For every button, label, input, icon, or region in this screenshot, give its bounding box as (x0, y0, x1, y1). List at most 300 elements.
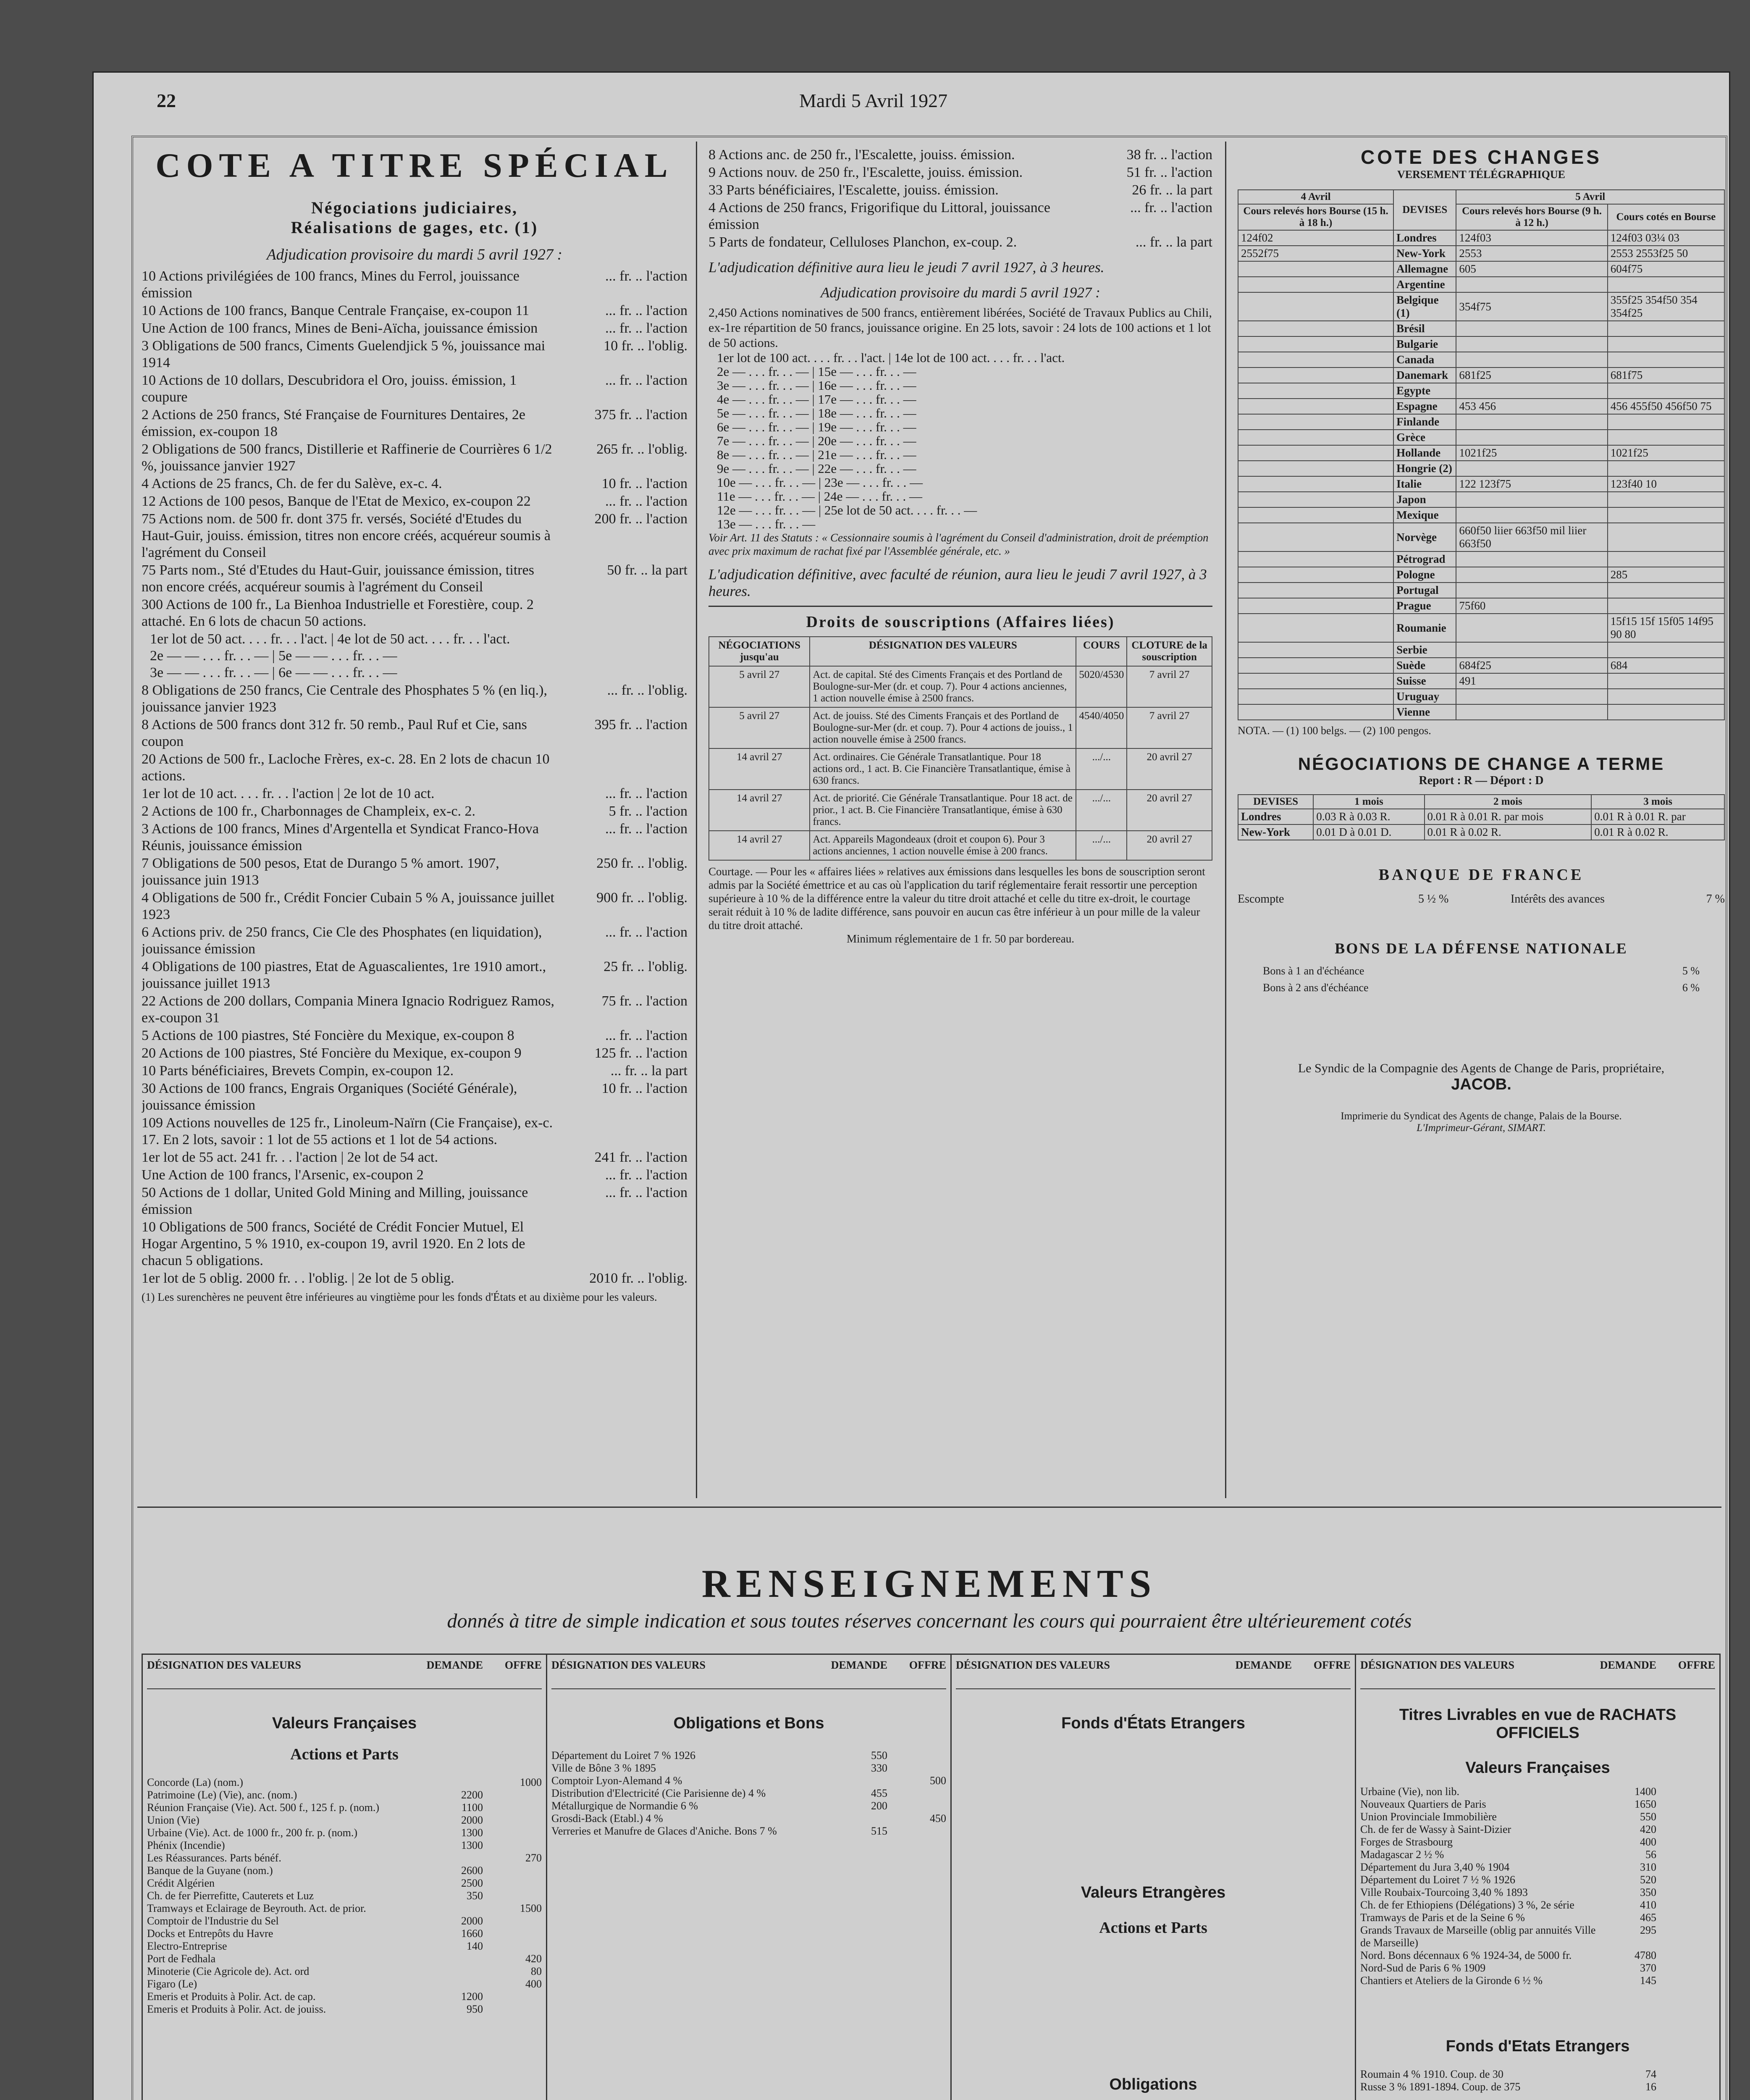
cote-entry (142, 511, 687, 561)
lot-line: 10e — . . . fr. . . — | 23e — . . . fr. . . — (717, 475, 923, 490)
changes-cell: 354f75 (1456, 292, 1607, 321)
cote-entry (708, 182, 1212, 199)
changes-row (1238, 492, 1724, 507)
lot-line: 7e — . . . fr. . . — | 20e — . . . fr. . . — (717, 433, 916, 448)
changes-cell: 681f75 (1608, 368, 1724, 383)
rens-section-actions-parts-2: Actions et Parts (1099, 1919, 1207, 1937)
changes-cell: 1021f25 (1608, 445, 1724, 461)
row-offre (1656, 1798, 1715, 1811)
cote-entry (142, 785, 687, 802)
lot-line: 12e — . . . fr. . . — | 25e lot de 50 act. . . . fr. . . — (717, 503, 977, 517)
row-designation: Phénix (Incendie) (147, 1839, 225, 1851)
cote-entry (142, 821, 687, 854)
terme-row (1238, 809, 1724, 824)
changes-cell (1238, 414, 1393, 430)
entry-text: 6 Actions priv. de 250 francs, Cie Cle des Phosphates (en liquidation), jouissance émission (142, 924, 542, 957)
changes-cell (1608, 523, 1724, 551)
row-designation: Distribution d'Electricité (Cie Parisienne de) 4 % (551, 1787, 766, 1799)
changes-row (1238, 430, 1724, 445)
entry-text: 3 Obligations de 500 francs, Ciments Guelendjick 5 %, jouissance mai 1914 (142, 338, 546, 370)
row-offre (1656, 1811, 1715, 1823)
changes-cell (1238, 445, 1393, 461)
changes-cell: Danemark (1393, 368, 1456, 383)
changes-cell (1456, 567, 1607, 583)
entry-price: 38 fr. .. l'action (1126, 147, 1212, 163)
row-demande: 145 (1640, 1974, 1656, 1987)
table-row (1360, 2068, 1715, 2081)
rens-section-fonds-etrangers: Fonds d'États Etrangers (1061, 1714, 1245, 1732)
row-designation: Concorde (La) (nom.) (147, 1776, 243, 1788)
entry-price: 2010 fr. .. l'oblig. (589, 1270, 687, 1286)
row-designation: Département du Loiret 7 ½ % 1926 (1360, 1874, 1515, 1886)
avances-label: Intérêts des avances (1511, 892, 1605, 906)
table-row (147, 1953, 542, 1965)
changes-cell (1238, 277, 1393, 292)
changes-cell (1456, 614, 1607, 642)
entry-text: 8 Actions de 500 francs dont 312 fr. 50 remb., Paul Ruf et Cie, sans coupon (142, 717, 527, 749)
changes-cell: 123f40 10 (1608, 476, 1724, 492)
col-hors-bourse-1: Cours relevés hors Bourse (15 h. à 18 h.) (1238, 204, 1393, 230)
row-designation: Banque de la Guyane (nom.) (147, 1864, 273, 1877)
row-demande (424, 1953, 483, 1965)
row-designation: Urbaine (Vie), non lib. (1360, 1785, 1459, 1798)
changes-cell: 604f75 (1608, 261, 1724, 277)
changes-cell: Grèce (1393, 430, 1456, 445)
changes-cell: Egypte (1393, 383, 1456, 399)
left-entries-list-2 (142, 682, 687, 1287)
changes-cell: Pologne (1393, 567, 1456, 583)
changes-cell (1238, 658, 1393, 673)
changes-cell: Portugal (1393, 583, 1456, 598)
row-demande (424, 1978, 483, 1990)
changes-row (1238, 673, 1724, 689)
entry-price: ... fr. .. l'action (605, 1167, 687, 1183)
row-offre: 420 (525, 1953, 542, 1965)
changes-cell: 660f50 liier 663f50 mil liier 663f50 (1456, 523, 1607, 551)
droits-cell: Act. de capital. Sté des Ciments Français et des Portland de Boulogne-sur-Mer (dr. et coup. 7). Pour 4 actions anciennes, 1 action nouvelle émise à 2500 francs. (810, 666, 1076, 707)
changes-cell (1456, 583, 1607, 598)
terme-header-row (1238, 795, 1724, 809)
changes-cell: 2553 2553f25 50 (1608, 246, 1724, 261)
cote-entry (142, 493, 687, 510)
middle-entries-list (708, 147, 1212, 251)
newspaper-page (92, 71, 1730, 2100)
changes-row (1238, 523, 1724, 551)
row-demande: 420 (1640, 1823, 1656, 1835)
terme-cell: 0.03 R à 0.03 R. (1313, 809, 1424, 824)
header-designation: DÉSIGNATION DES VALEURS (1360, 1659, 1515, 1671)
terme-header-cell: DEVISES (1238, 795, 1313, 809)
lot-line: 6e — . . . fr. . . — | 19e — . . . fr. . . — (717, 420, 916, 434)
changes-cell (1238, 476, 1393, 492)
entry-price: ... fr. .. l'action (605, 494, 687, 509)
changes-cell (1456, 492, 1607, 507)
changes-cell (1238, 336, 1393, 352)
changes-cell (1456, 414, 1607, 430)
table-row (147, 1890, 542, 1902)
table-row (1360, 1836, 1715, 1848)
changes-cell: 122 123f75 (1456, 476, 1607, 492)
changes-cell (1608, 673, 1724, 689)
row-designation: Département du Loiret 7 % 1926 (551, 1749, 695, 1761)
row-designation: Union (Vie) (147, 1814, 199, 1826)
droits-cell: 5 avril 27 (709, 707, 810, 748)
adjudication-definitive-2: L'adjudication définitive, avec faculté de réunion, aura lieu le jeudi 7 avril 1927, à 3 heures. (708, 566, 1207, 599)
row-demande: 550 (871, 1749, 887, 1761)
bons-label-1: Bons à 1 an d'échéance (1263, 965, 1364, 977)
table-row (1360, 1785, 1715, 1798)
entry-text: 33 Parts bénéficiaires, l'Escalette, jouiss. émission. (708, 182, 999, 198)
droits-cell: 7 avril 27 (1127, 707, 1212, 748)
entry-text: 1er lot de 10 act. . . . fr. . . l'action | 2e lot de 10 act. (142, 786, 435, 801)
running-header (157, 89, 1729, 123)
cote-entry (142, 1045, 687, 1062)
entry-price: 26 fr. .. la part (1132, 182, 1212, 198)
cote-entry (708, 147, 1212, 163)
changes-cell (1238, 673, 1393, 689)
table-row (1360, 1886, 1715, 1899)
rens-section-obligations: Obligations (1109, 2076, 1197, 2093)
changes-cell: Argentine (1393, 277, 1456, 292)
rens-col-1-rows (147, 1776, 542, 2016)
rens-col-2-rows (551, 1749, 946, 1838)
table-row (551, 1787, 946, 1800)
banque-title: BANQUE DE FRANCE (1378, 866, 1584, 884)
entry-price (561, 1219, 687, 1269)
changes-cell: 75f60 (1456, 598, 1607, 614)
table-row (551, 1762, 946, 1774)
rens-col-4-rows-2 (1360, 2068, 1715, 2093)
devises-col: DEVISES (1393, 190, 1456, 230)
cote-entry (708, 200, 1212, 233)
col-bourse: Cours cotés en Bourse (1608, 204, 1724, 230)
changes-table (1238, 189, 1725, 720)
rens-section-valeurs-etrangeres: Valeurs Etrangères (1081, 1884, 1226, 1901)
row-offre (1656, 1861, 1715, 1874)
row-demande: 310 (1640, 1861, 1656, 1873)
changes-cell: 456 455f50 456f50 75 (1608, 399, 1724, 414)
entry-price: ... fr. .. l'action (605, 373, 687, 388)
changes-row (1238, 261, 1724, 277)
droits-cell: 20 avril 27 (1127, 831, 1212, 860)
changes-cell (1238, 492, 1393, 507)
changes-cell (1456, 551, 1607, 567)
changes-cell: 15f15 15f 15f05 14f95 90 80 (1608, 614, 1724, 642)
row-offre (483, 1890, 542, 1902)
cote-entry (142, 1149, 687, 1166)
column-rule-2 (1225, 142, 1226, 1498)
table-row (1360, 1962, 1715, 1974)
changes-cell: Serbie (1393, 642, 1456, 658)
entry-price: 75 fr. .. l'action (601, 993, 687, 1009)
row-designation: Nouveaux Quartiers de Paris (1360, 1798, 1486, 1810)
droits-body (709, 666, 1212, 860)
changes-body (1238, 230, 1724, 720)
table-row (1360, 1924, 1715, 1949)
row-offre (1656, 1874, 1715, 1886)
droits-cell: 7 avril 27 (1127, 666, 1212, 707)
row-designation: Urbaine (Vie). Act. de 1000 fr., 200 fr. p. (nom.) (147, 1827, 357, 1839)
rens-col-2 (547, 1655, 952, 2100)
changes-cell (1608, 492, 1724, 507)
page-date: Mardi 5 Avril 1927 (799, 90, 948, 111)
cote-entry (142, 958, 687, 992)
changes-row (1238, 414, 1724, 430)
changes-cell: 491 (1456, 673, 1607, 689)
droits-header-row (709, 637, 1212, 666)
cote-entry (142, 1219, 687, 1269)
changes-cell: Uruguay (1393, 689, 1456, 704)
droits-cell: Act. de jouiss. Sté des Ciments Français et des Portland de Boulogne-sur-Mer (dr. et coup. 7). Pour 4 actions de jouiss., 1 action nouvelle émise à 2500 francs. (810, 707, 1076, 748)
entry-text: 4 Obligations de 100 piastres, Etat de Aguascalientes, 1re 1910 amort., jouissance juillet 1913 (142, 959, 546, 991)
changes-cell: 1021f25 (1456, 445, 1607, 461)
table-row (147, 1827, 542, 1839)
cote-entry (142, 407, 687, 440)
changes-cell: 681f25 (1456, 368, 1607, 383)
changes-cell (1456, 507, 1607, 523)
entry-text: 5 Actions de 100 piastres, Sté Foncière du Mexique, ex-coupon 8 (142, 1028, 514, 1043)
row-demande: 455 (871, 1787, 887, 1799)
row-demande: 140 (467, 1940, 483, 1952)
table-row (1360, 1974, 1715, 1987)
entry-price: ... fr. .. l'action (605, 786, 687, 801)
rens-section-valeurs-francaises-2: Valeurs Françaises (1465, 1759, 1610, 1777)
table-row (147, 1852, 542, 1864)
cote-entry (142, 1184, 687, 1218)
row-offre (483, 1864, 542, 1877)
row-demande: 2500 (461, 1877, 483, 1889)
row-offre: 400 (525, 1978, 542, 1990)
entry-price: ... fr. .. la part (610, 1063, 687, 1079)
lot-line: 4e — . . . fr. . . — | 17e — . . . fr. . . — (717, 392, 916, 407)
entry-text: 10 Actions de 10 dollars, Descubridora el Oro, jouiss. émission, 1 coupure (142, 373, 517, 405)
entry-text: 10 Parts bénéficiaires, Brevets Compin, ex-coupon 12. (142, 1063, 454, 1079)
entry-price: ... fr. .. l'action (605, 924, 687, 940)
adjudication-definitive: L'adjudication définitive aura lieu le jeudi 7 avril 1927, à 3 heures. (708, 259, 1105, 276)
entry-text: 75 Parts nom., Sté d'Etudes du Haut-Guir, jouissance émission, titres non encore créés, acquéreur soumis à l'agrément du Conseil (142, 562, 534, 595)
changes-cell (1238, 551, 1393, 567)
droits-header-cell: DÉSIGNATION DES VALEURS (810, 637, 1076, 666)
entry-text: 2 Actions de 100 fr., Charbonnages de Champleix, ex-c. 2. (142, 803, 476, 819)
bons-row-2 (1238, 982, 1725, 994)
changes-cell: Norvège (1393, 523, 1456, 551)
changes-cell: 285 (1608, 567, 1724, 583)
droits-cell: 20 avril 27 (1127, 790, 1212, 831)
droits-row (709, 666, 1212, 707)
col-hors-bourse-2: Cours relevés hors Bourse (9 h. à 12 h.) (1456, 204, 1607, 230)
entry-price: ... fr. .. l'action (605, 1028, 687, 1043)
statuts-note: Voir Art. 11 des Statuts : « Cessionnaire soumis à l'agrément du Conseil d'administration, droit de préemption avec prix maximum de rachat fixé par l'Assemblée générale, etc. » (708, 531, 1209, 557)
changes-cell (1608, 461, 1724, 476)
entry-price (561, 596, 687, 630)
row-offre (483, 1839, 542, 1852)
row-demande: 550 (1640, 1811, 1656, 1823)
changes-cell (1238, 523, 1393, 551)
row-demande: 330 (871, 1762, 887, 1774)
header-demande: DEMANDE (831, 1659, 887, 1671)
changes-row (1238, 336, 1724, 352)
cote-entry (142, 372, 687, 406)
droits-cell: 14 avril 27 (709, 831, 810, 860)
cote-entry (142, 475, 687, 492)
lot-line: 2e — — . . . fr. . . — | 5e — — . . . fr. . . — (150, 648, 397, 664)
changes-cell (1608, 430, 1724, 445)
page-number: 22 (157, 90, 176, 111)
row-designation: Patrimoine (Le) (Vie), anc. (nom.) (147, 1789, 297, 1801)
entry-text: 4 Obligations de 500 fr., Crédit Foncier Cubain 5 % A, jouissance juillet 1923 (142, 890, 555, 922)
row-designation: Ch. de fer Ethiopiens (Délégations) 3 %, 2e série (1360, 1899, 1574, 1911)
entry-price: ... fr. .. l'oblig. (607, 682, 687, 698)
droits-header-cell: NÉGOCIATIONS jusqu'au (709, 637, 810, 666)
row-demande: 370 (1640, 1962, 1656, 1974)
row-demande: 1200 (461, 1990, 483, 2003)
avances-value: 7 % (1706, 892, 1725, 906)
changes-cell: Suède (1393, 658, 1456, 673)
row-designation: Verreries et Manufre de Glaces d'Aniche. Bons 7 % (551, 1825, 777, 1837)
adjudication-heading-2: Adjudication provisoire du mardi 5 avril 1927 : (821, 284, 1100, 301)
entry-text: Une Action de 100 francs, l'Arsenic, ex-coupon 2 (142, 1167, 424, 1183)
changes-cell (1456, 461, 1607, 476)
droits-header-cell: CLOTURE de la souscription (1127, 637, 1212, 666)
row-demande: 350 (467, 1890, 483, 1902)
column-rule (696, 142, 697, 1498)
table-row (551, 1812, 946, 1825)
row-demande (424, 1776, 483, 1789)
changes-cell (1608, 352, 1724, 368)
changes-cell (1456, 642, 1607, 658)
row-offre (483, 1789, 542, 1801)
row-demande: 1300 (461, 1827, 483, 1839)
changes-nota: NOTA. — (1) 100 belgs. — (2) 100 pengos. (1238, 724, 1431, 737)
section-rule (137, 1507, 1721, 1508)
droits-cell: 5 avril 27 (709, 666, 810, 707)
entry-price: 10 fr. .. l'oblig. (603, 338, 687, 354)
entry-price: ... fr. .. l'action (605, 1185, 687, 1200)
entry-price: ... fr. .. l'action (605, 303, 687, 318)
row-demande: 2600 (461, 1864, 483, 1877)
header-demande: DEMANDE (1600, 1659, 1656, 1671)
row-designation: Grands Travaux de Marseille (oblig par annuités Ville de Marseille) (1360, 1924, 1596, 1949)
row-offre (1656, 1962, 1715, 1974)
row-offre: 1000 (520, 1776, 542, 1788)
row-designation: Tramways de Paris et de la Seine 6 % (1360, 1911, 1525, 1924)
entry-text: 2 Actions de 250 francs, Sté Française de Fournitures Dentaires, 2e émission, ex-coupon 18 (142, 407, 525, 439)
droits-table (708, 636, 1212, 861)
row-demande: 1660 (461, 1927, 483, 1940)
table-row (147, 1789, 542, 1801)
changes-cell: 355f25 354f50 354 354f25 (1608, 292, 1724, 321)
lot-line: 1er lot de 100 act. . . . fr. . . l'act. | 14e lot de 100 act. . . . fr. . . l'act. (717, 350, 1065, 365)
changes-cell (1238, 583, 1393, 598)
cote-entry (142, 1167, 687, 1184)
table-row (147, 2003, 542, 2016)
cote-entry (708, 234, 1212, 251)
row-demande: 1400 (1635, 1785, 1656, 1798)
row-offre (1656, 1899, 1715, 1911)
table-row (1360, 1874, 1715, 1886)
changes-row (1238, 292, 1724, 321)
changes-cell (1456, 321, 1607, 336)
droits-header-cell: COURS (1076, 637, 1127, 666)
row-demande: 2200 (461, 1789, 483, 1801)
lot-line: 8e — . . . fr. . . — | 21e — . . . fr. . . — (717, 447, 916, 462)
changes-subtitle: VERSEMENT TÉLÉGRAPHIQUE (1397, 168, 1565, 181)
changes-cell (1238, 321, 1393, 336)
changes-row (1238, 352, 1724, 368)
row-offre (887, 1762, 946, 1774)
header-offre: OFFRE (1678, 1659, 1715, 1671)
droits-cell: 14 avril 27 (709, 790, 810, 831)
changes-cell: Mexique (1393, 507, 1456, 523)
droits-cell: Act. ordinaires. Cie Générale Transatlantique. Pour 18 actions ord., 1 act. B. Cie Financière Transatlantique, émise à 630 francs. (810, 748, 1076, 790)
droits-row (709, 831, 1212, 860)
row-offre (1656, 1823, 1715, 1836)
entry-price: 10 fr. .. l'action (601, 1081, 687, 1096)
changes-cell (1238, 430, 1393, 445)
changes-cell: Pétrograd (1393, 551, 1456, 567)
rule (708, 606, 1212, 607)
row-designation: Crédit Algérien (147, 1877, 215, 1889)
row-offre (1656, 1949, 1715, 1962)
row-designation: Russe 3 % 1891-1894. Coup. de 375 (1360, 2081, 1521, 2093)
cote-subtitle-2: Réalisations de gages, etc. (1) (291, 218, 538, 237)
rens-col-4-rows (1360, 1785, 1715, 1987)
changes-cell: 124f03 (1456, 230, 1607, 246)
row-offre (483, 1940, 542, 1953)
droits-cell: 20 avril 27 (1127, 748, 1212, 790)
changes-cell (1238, 567, 1393, 583)
adjudication-heading: Adjudication provisoire du mardi 5 avril 1927 : (267, 246, 562, 263)
table-row (147, 1776, 542, 1789)
changes-cell (1608, 336, 1724, 352)
changes-cell (1456, 689, 1607, 704)
changes-cell (1238, 292, 1393, 321)
escompte-label: Escompte (1238, 892, 1284, 906)
entry-price (561, 751, 687, 785)
row-offre (1656, 1836, 1715, 1848)
terme-header-cell: 1 mois (1313, 795, 1424, 809)
entry-text: 8 Actions anc. de 250 fr., l'Escalette, jouiss. émission. (708, 147, 1015, 163)
row-demande: 74 (1645, 2068, 1656, 2080)
changes-cell (1238, 507, 1393, 523)
cote-entry (142, 682, 687, 716)
row-demande: 1300 (461, 1839, 483, 1851)
row-demande: 56 (1645, 1848, 1656, 1861)
row-offre (483, 1801, 542, 1814)
droits-cell: Act. Appareils Magondeaux (droit et coupon 6). Pour 3 actions anciennes, 1 action nouvelle émise à 200 francs. (810, 831, 1076, 860)
changes-row (1238, 230, 1724, 246)
bons-title: BONS DE LA DÉFENSE NATIONALE (1335, 940, 1628, 957)
lot-line: 9e — . . . fr. . . — | 22e — . . . fr. . . — (717, 461, 916, 476)
changes-cell (1456, 336, 1607, 352)
entry-price: 250 fr. .. l'oblig. (596, 856, 687, 871)
table-row (1360, 1949, 1715, 1962)
entry-text: 8 Obligations de 250 francs, Cie Centrale des Phosphates 5 % (en liq.), jouissance janvier 1923 (142, 682, 547, 715)
row-offre (483, 1990, 542, 2003)
row-designation: Ville de Bône 3 % 1895 (551, 1762, 656, 1774)
lot-line: 5e — . . . fr. . . — | 18e — . . . fr. . . — (717, 406, 916, 420)
changes-cell: 684f25 (1456, 658, 1607, 673)
row-demande: 295 (1640, 1924, 1656, 1936)
row-offre: 270 (525, 1852, 542, 1864)
escompte-value: 5 ½ % (1418, 892, 1449, 906)
header-designation: DÉSIGNATION DES VALEURS (147, 1659, 302, 1671)
terme-cell: 0.01 D à 0.01 D. (1313, 824, 1424, 840)
row-offre (1656, 2081, 1715, 2093)
rens-section-fonds-etrangers-2: Fonds d'Etats Etrangers (1446, 2037, 1630, 2055)
row-designation: Département du Jura 3,40 % 1904 (1360, 1861, 1510, 1873)
entry-price: ... fr. .. l'action (605, 268, 687, 284)
